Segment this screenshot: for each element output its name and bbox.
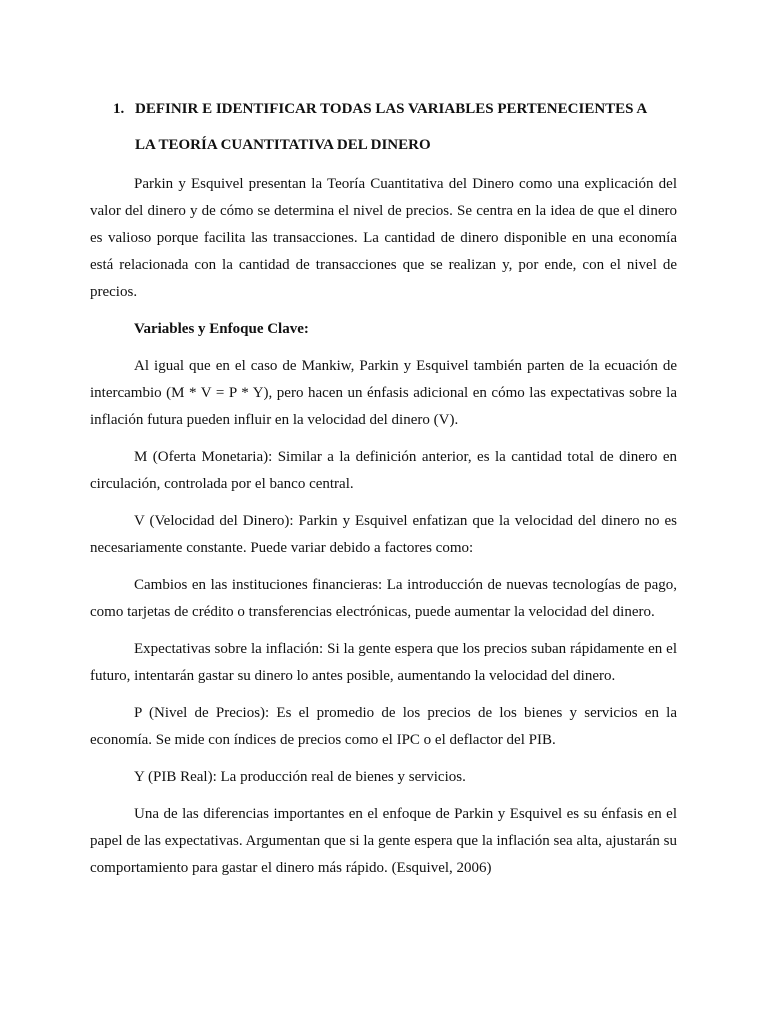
differences-text: Una de las diferencias importantes en el enfoque de Parkin y Esquivel es su énfasis en el papel de las expectativas. Argumentan que si la gente espera que la inflación sea alta, ajustarán su comportamiento para gastar el dinero más rápido. (90, 806, 677, 876)
section-heading (113, 91, 693, 163)
paragraph-institutions: Cambios en las instituciones financieras: La introducción de nuevas tecnologías de pago, como tarjetas de crédito o transferencias electrónicas, puede aumentar la velocidad del dinero. (90, 577, 677, 620)
heading-line-2: LA TEORÍA CUANTITATIVA DEL DINERO (135, 137, 431, 153)
heading-line-1 (113, 91, 693, 127)
heading-number: 1. (113, 101, 125, 117)
heading-text-1: DEFINIR E IDENTIFICAR TODAS LAS VARIABLES PERTENECIENTES A (135, 101, 648, 117)
citation: (Esquivel, 2006) (387, 860, 492, 876)
paragraph-price-level: P (Nivel de Precios): Es el promedio de los precios de los bienes y servicios en la economía. Se mide con índices de precios como el IPC o el deflactor del PIB. (90, 705, 677, 748)
paragraph-intro: Parkin y Esquivel presentan la Teoría Cuantitativa del Dinero como una explicación del valor del dinero y de cómo se determina el nivel de precios. Se centra en la idea de que el dinero es valioso porque facilita las transacciones. La cantidad de dinero disponible en una economía está relacionada con la cantidad de transacciones que se realizan y, por ende, con el nivel de precios. (90, 176, 677, 300)
paragraph-money-supply: M (Oferta Monetaria): Similar a la definición anterior, es la cantidad total de dinero en circulación, controlada por el banco central. (90, 449, 677, 492)
subheading-variables: Variables y Enfoque Clave: (134, 321, 309, 337)
paragraph-equation: Al igual que en el caso de Mankiw, Parkin y Esquivel también parten de la ecuación de intercambio (M * V = P * Y), pero hacen un énfasis adicional en cómo las expectativas sobre la inflación futura pueden influir en la velocidad del dinero (V). (90, 358, 677, 428)
paragraph-differences (90, 801, 677, 882)
paragraph-expectations: Expectativas sobre la inflación: Si la gente espera que los precios suban rápidamente en el futuro, intentarán gastar su dinero lo antes posible, aumentando la velocidad del dinero. (90, 641, 677, 684)
paragraph-real-gdp: Y (PIB Real): La producción real de bienes y servicios. (134, 769, 466, 785)
paragraph-velocity: V (Velocidad del Dinero): Parkin y Esquivel enfatizan que la velocidad del dinero no es necesariamente constante. Puede variar debido a factores como: (90, 513, 677, 556)
document-body (90, 171, 677, 892)
